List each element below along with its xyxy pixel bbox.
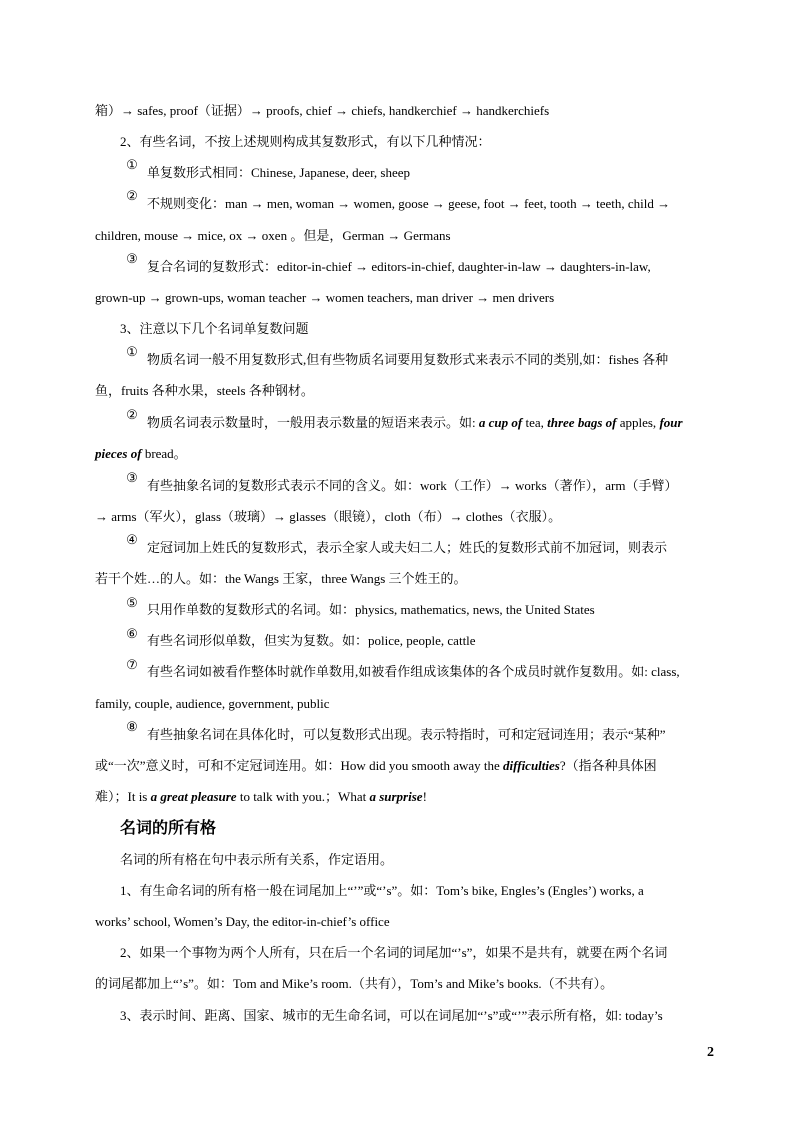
list-number: ④ xyxy=(126,532,138,547)
list-number: ① xyxy=(126,157,138,172)
text-line: 不规则变化：man → men, woman → women, goose → geese, foot → feet, tooth → teeth, child → xyxy=(147,196,671,211)
text-line: 1、有生命名词的所有格一般在词尾加上“’”或“’s”。如：Tom’s bike, Engles’s (Engles’) works, a xyxy=(120,883,644,898)
text-line: 3、表示时间、距离、国家、城市的无生命名词，可以在词尾加“’s”或“’”表示所有格，如: today’s xyxy=(120,1008,663,1023)
list-number: ② xyxy=(126,407,138,422)
text-line: grown-up → grown-ups, woman teacher → women teachers, man driver → men drivers xyxy=(95,290,555,305)
text-line: 复合名词的复数形式：editor-in-chief → editors-in-chief, daughter-in-law → daughters-in-law, xyxy=(147,259,651,274)
text-line: 鱼，fruits 各种水果，steels 各种钢材。 xyxy=(95,383,314,398)
list-number: ⑦ xyxy=(126,657,138,672)
text-line: children, mouse → mice, ox → oxen 。但是，German → Germans xyxy=(95,228,451,243)
text-line: 2、有些名词，不按上述规则构成其复数形式，有以下几种情况： xyxy=(120,134,491,149)
text-line: → arms（军火），glass（玻璃）→ glasses（眼镜），cloth（布）→ clothes（衣服）。 xyxy=(95,509,562,524)
text-line: 物质名词表示数量时，一般用表示数量的短语来表示。如: a cup of tea, three bags of apples, four xyxy=(147,415,683,430)
list-number: ⑤ xyxy=(126,595,138,610)
text-line: 3、注意以下几个名词单复数问题 xyxy=(120,321,309,336)
text-line: 名词的所有格在句中表示所有关系，作定语用。 xyxy=(120,852,394,867)
section-heading: 名词的所有格 xyxy=(120,818,217,837)
text-line: 只用作单数的复数形式的名词。如：physics, mathematics, news, the United States xyxy=(147,602,595,617)
page-number: 2 xyxy=(707,1045,714,1060)
text-line: 物质名词一般不用复数形式,但有些物质名词要用复数形式来表示不同的类别,如：fishes 各种 xyxy=(147,352,669,367)
text-line: 或“一次”意义时，可和不定冠词连用。如：How did you smooth away the difficulties?（指各种具体困 xyxy=(95,758,657,773)
text-line: 单复数形式相同：Chinese, Japanese, deer, sheep xyxy=(147,165,411,180)
text-line: 箱）→ safes, proof（证据）→ proofs, chief → chiefs, handkerchief → handkerchiefs xyxy=(95,103,550,118)
text-line: family, couple, audience, government, public xyxy=(95,696,330,711)
text-line: pieces of bread。 xyxy=(95,446,187,461)
text-line: 的词尾都加上“’s”。如：Tom and Mike’s room.（共有），Tom’s and Mike’s books.（不共有）。 xyxy=(95,976,614,991)
text-line: 有些抽象名词在具体化时，可以复数形式出现。表示特指时，可和定冠词连用；表示“某种” xyxy=(147,727,666,742)
text-line: 有些抽象名词的复数形式表示不同的含义。如：work（工作）→ works（著作），arm（手臂） xyxy=(147,478,678,493)
text-line: 难）；It is a great pleasure to talk with you.；What a surprise! xyxy=(95,789,427,804)
list-number: ③ xyxy=(126,251,138,266)
text-line: 2、如果一个事物为两个人所有，只在后一个名词的词尾加“’s”，如果不是共有，就要在两个名词 xyxy=(120,945,668,960)
text-line: 有些名词如被看作整体时就作单数用,如被看作组成该集体的各个成员时就作复数用。如: class, xyxy=(147,664,680,679)
list-number: ② xyxy=(126,188,138,203)
list-number: ③ xyxy=(126,470,138,485)
text-line: 有些名词形似单数，但实为复数。如：police, people, cattle xyxy=(147,633,476,648)
list-number: ⑥ xyxy=(126,626,138,641)
list-number: ⑧ xyxy=(126,719,138,734)
text-line: 定冠词加上姓氏的复数形式，表示全家人或夫妇二人；姓氏的复数形式前不加冠词，则表示 xyxy=(147,540,668,555)
text-line: 若干个姓…的人。如：the Wangs 王家，three Wangs 三个姓王的。 xyxy=(95,571,467,586)
text-line: works’ school, Women’s Day, the editor-in-chief’s office xyxy=(95,914,390,929)
list-number: ① xyxy=(126,344,138,359)
